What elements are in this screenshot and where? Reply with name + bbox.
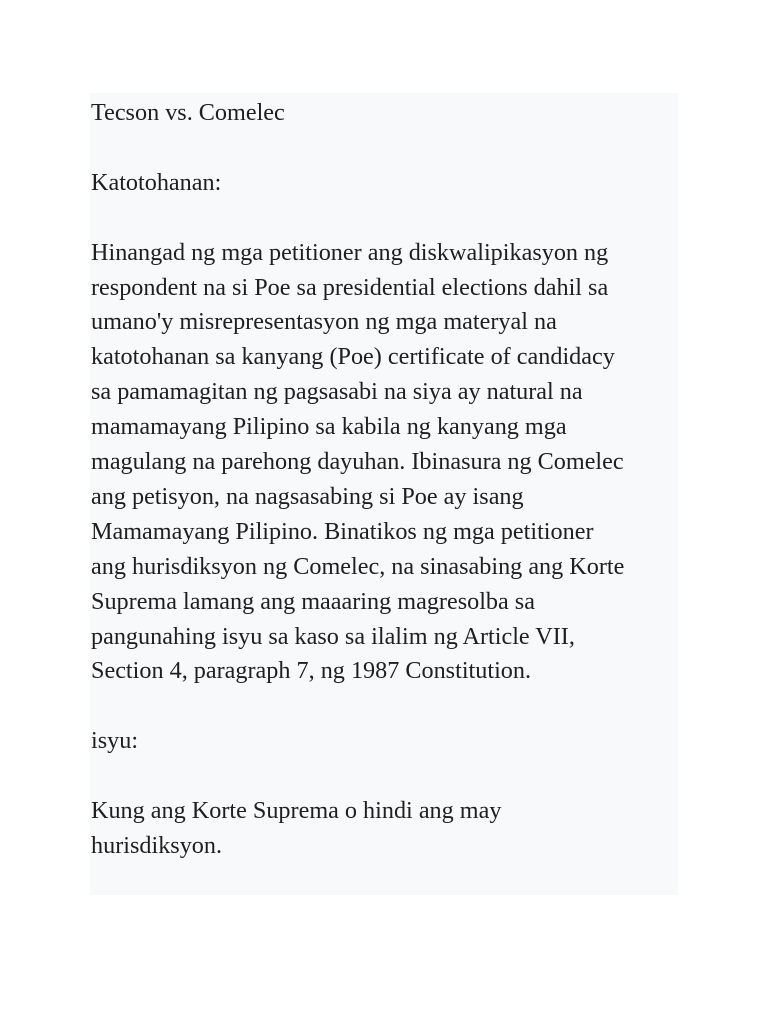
facts-line: sa pamamagitan ng pagsasabi na siya ay natural na (91, 378, 583, 406)
document-text-block (90, 93, 678, 895)
facts-line: respondent na si Poe sa presidential elections dahil sa (91, 273, 609, 301)
facts-line: magulang na parehong dayuhan. Ibinasura ng Comelec (91, 448, 624, 476)
facts-line: Section 4, paragraph 7, ng 1987 Constitution. (91, 657, 532, 685)
facts-paragraph (91, 236, 678, 690)
facts-line: ang hurisdiksyon ng Comelec, na sinasabing ang Korte (91, 552, 625, 580)
issue-line: Kung ang Korte Suprema o hindi ang may (91, 797, 502, 825)
issue-line: hurisdiksyon. (91, 831, 223, 859)
facts-line: katotohanan sa kanyang (Poe) certificate of candidacy (91, 343, 615, 371)
facts-line: Mamamayang Pilipino. Binatikos ng mga petitioner (91, 517, 594, 545)
facts-heading: Katotohanan: (91, 168, 222, 196)
issue-paragraph (91, 794, 678, 864)
facts-line: Hinangad ng mga petitioner ang diskwalipikasyon ng (91, 238, 609, 266)
facts-line: mamamayang Pilipino sa kabila ng kanyang mga (91, 413, 567, 441)
facts-line: umano'y misrepresentasyon ng mga materyal na (91, 308, 557, 336)
document-title: Tecson vs. Comelec (91, 99, 285, 126)
issue-heading: isyu: (91, 727, 139, 755)
facts-line: pangunahing isyu sa kaso sa ilalim ng Article VII, (91, 622, 575, 650)
facts-line: Suprema lamang ang maaaring magresolba sa (91, 587, 535, 615)
facts-line: ang petisyon, na nagsasabing si Poe ay isang (91, 482, 524, 510)
